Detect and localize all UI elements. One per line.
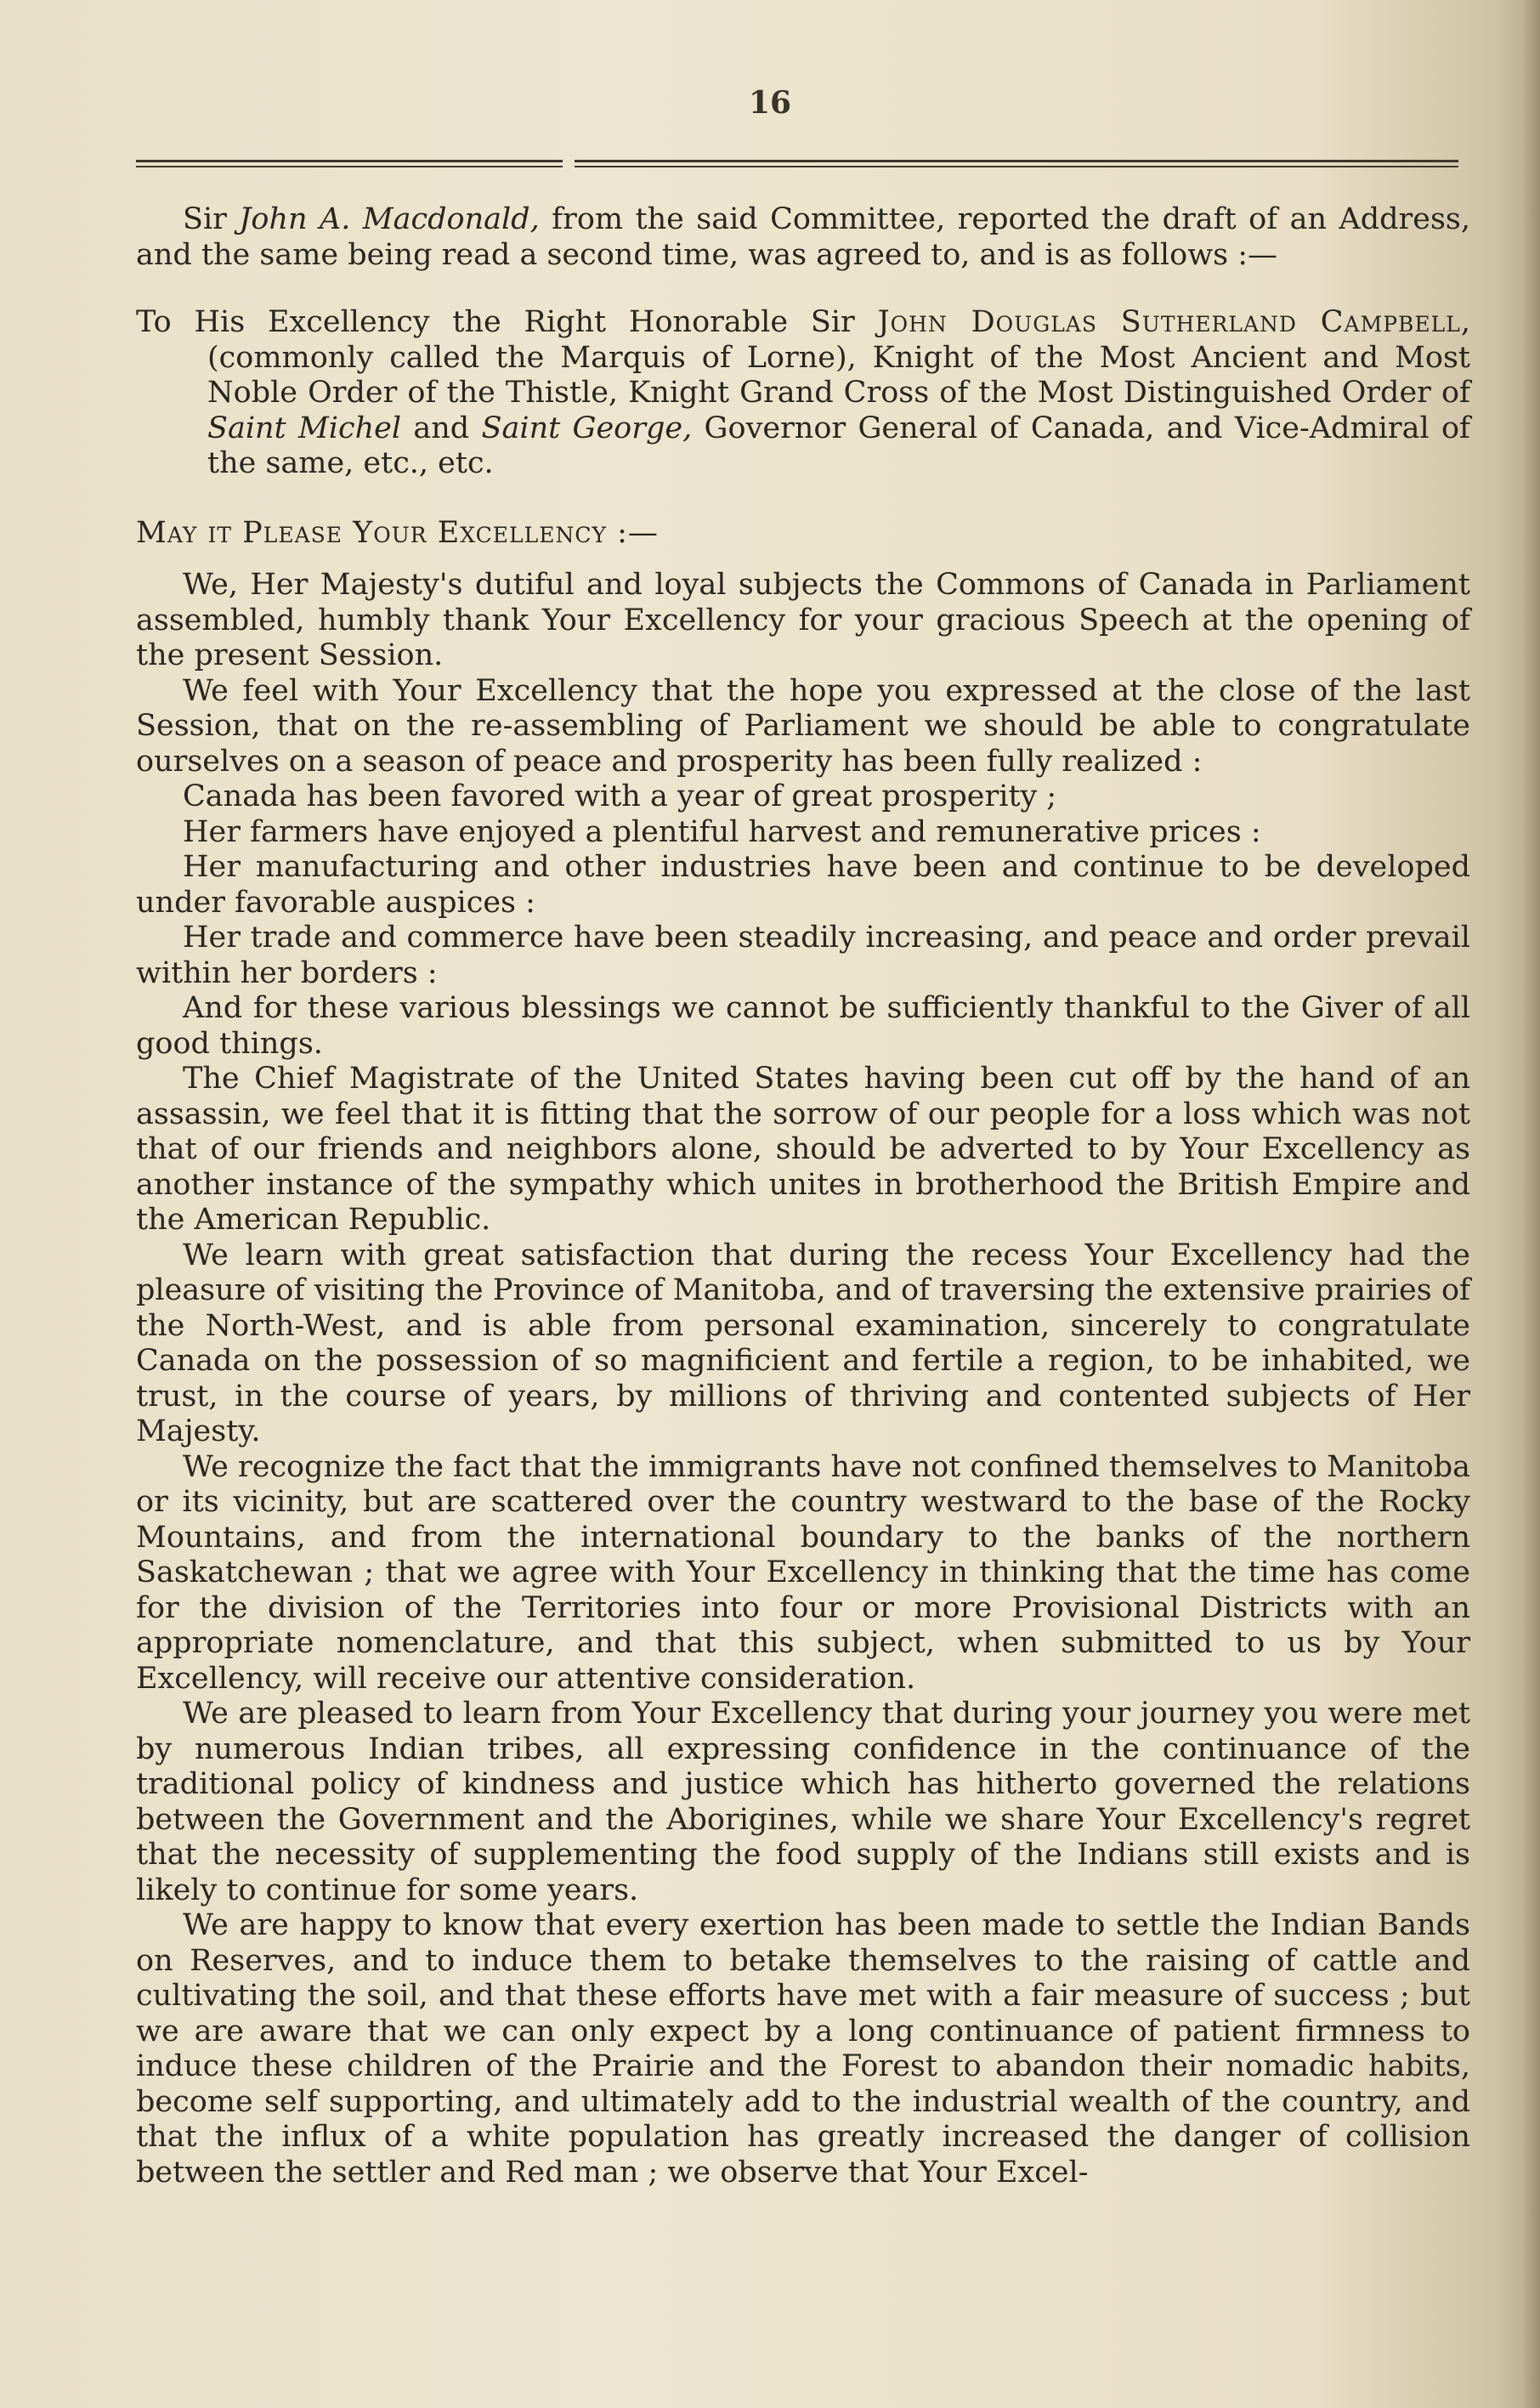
- page-edge-shadow: [1521, 0, 1540, 2408]
- address-text-3: and: [401, 411, 482, 445]
- body-text: [136, 202, 1470, 2190]
- address-text-4: Governor General of Canada, and Vice-Admiral of the same, etc., etc.: [207, 411, 1470, 480]
- page-number: 16: [748, 85, 792, 121]
- intro-text-2: from the said Committee, reported the draft of an Address, and the same being read a second time, was agreed to, and is as follows :—: [136, 202, 1470, 272]
- paragraph: We recognize the fact that the immigrants have not confined themselves to Manitoba or its vicinity, but are scattered over the country westward to the base of the Rocky Mountains, and from the international boundary to the banks of the northern Saskatchewan ; that we agree with Your Excellency in thinking that the time has come for the division of the Territories into four or more Provisional Districts with an appropriate nomenclature, and that this subject, when submitted to us by Your Excellency, will receive our attentive consideration.: [136, 1449, 1470, 1696]
- address-order-1: Saint Michel: [207, 411, 402, 445]
- intro-text-1: Sir: [183, 202, 240, 236]
- paragraph: We feel with Your Excellency that the hope you expressed at the close of the last Session, that on the re-assembling of Parliament we should be able to congratulate ourselves on a season of peace and prosperity has been fully realized :: [136, 673, 1470, 779]
- paragraph: Her farmers have enjoyed a plentiful harvest and remunerative prices :: [183, 814, 1261, 849]
- header-rule-right: [575, 158, 1458, 170]
- paragraph: Her trade and commerce have been steadily increasing, and peace and order prevail within her borders :: [136, 921, 1470, 990]
- salutation: May it Please Your Excellency :—: [136, 515, 659, 550]
- paragraph: Canada has been favored with a year of great prosperity ;: [183, 779, 1057, 813]
- intro-name: John A. Macdonald,: [239, 202, 540, 236]
- paragraph: We learn with great satisfaction that during the recess Your Excellency had the pleasure of visiting the Province of Manitoba, and of traversing the extensive prairies of the North-West, and is able from personal examination, sincerely to congratulate Canada on the possession of so magnificient and fertile a region, to be inhabited, we trust, in the course of years, by millions of thriving and contented subjects of Her Majesty.: [136, 1238, 1470, 1448]
- address-heading: [136, 305, 1470, 482]
- paragraph: We are happy to know that every exertion has been made to settle the Indian Bands on Reserves, and to induce them to betake themselves to the raising of cattle and cultivating the soil, and that these efforts have met with a fair measure of success ; but we are aware that we can only expect by a long continuance of patient firmness to induce these children of the Prairie and the Forest to abandon their nomadic habits, become self supporting, and ultimately add to the industrial wealth of the country, and that the influx of a white population has greatly increased the danger of collision between the settler and Red man ; we observe that Your Excel-: [136, 1908, 1470, 2190]
- paragraph: Her manufacturing and other industries have been and continue to be developed under favorable auspices :: [136, 850, 1470, 920]
- address-name: John Douglas Sutherland Campbell: [877, 305, 1461, 339]
- intro-paragraph: [136, 202, 1470, 273]
- address-text-2: , (commonly called the Marquis of Lorne), Knight of the Most Ancient and Most Noble Order of the Thistle, Knight Grand Cross of the Most Distinguished Order of: [207, 305, 1470, 410]
- paragraph: We are pleased to learn from Your Excellency that during your journey you were met by numerous Indian tribes, all expressing confidence in the continuance of the traditional policy of kindness and justice which has hitherto governed the relations between the Government and the Aborigines, while we share Your Excellency's regret that the necessity of supplementing the food supply of the Indians still exists and is likely to continue for some years.: [136, 1697, 1470, 1907]
- paragraph: And for these various blessings we cannot be sufficiently thankful to the Giver of all good things.: [136, 991, 1470, 1061]
- paragraph: The Chief Magistrate of the United States having been cut off by the hand of an assassin, we feel that it is fitting that the sorrow of our people for a loss which was not that of our friends and neighbors alone, should be adverted to by Your Excellency as another instance of the sympathy which unites in brotherhood the British Empire and the American Republic.: [136, 1062, 1470, 1237]
- address-text-1: To His Excellency the Right Honorable Sir: [136, 305, 878, 339]
- header-rule-left: [136, 158, 563, 170]
- address-order-2: Saint George,: [481, 411, 693, 445]
- paragraph: We, Her Majesty's dutiful and loyal subjects the Commons of Canada in Parliament assembled, humbly thank Your Excellency for your gracious Speech at the opening of the present Session.: [136, 568, 1470, 672]
